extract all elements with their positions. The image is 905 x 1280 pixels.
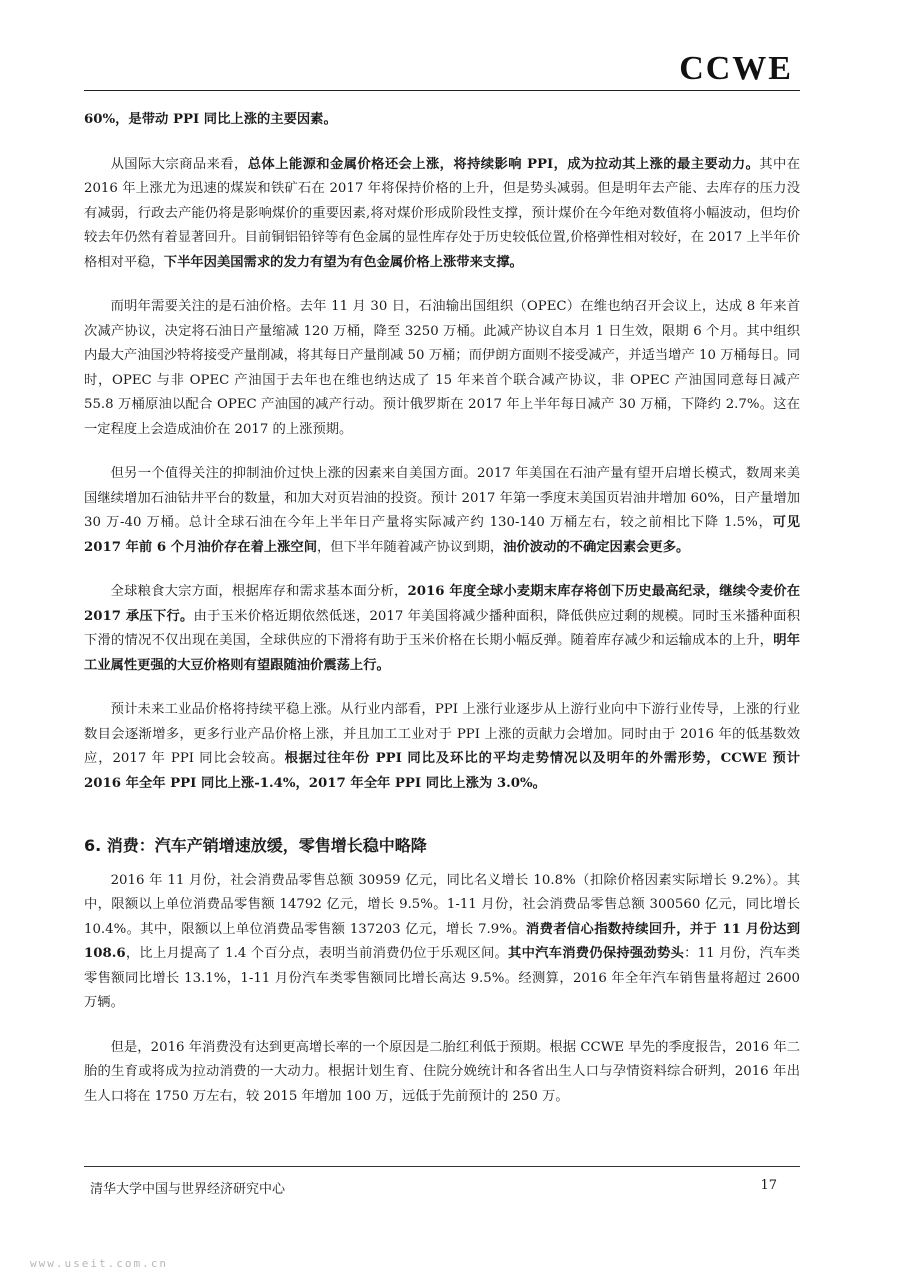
footer-rule [84,1166,800,1167]
text-run: 预计未来工业品价格将持续平稳上涨。从行业内部看，PPI 上涨行业逐步从上游行业向中下游行业传导，上涨的行业数目会逐渐增多，更多行业产品价格上涨，并且加工工业对于 PPI 上涨的贡献力会增加。同时由于 2016 年的低基数效应，2017 年 PPI 同比会较高。 [84,702,800,766]
document-body [84,108,800,1129]
page-number: 17 [760,1178,777,1193]
text-run: ：11 月份，汽车类零售额同比增长 13.1%，1-11 月份汽车类零售额同比增长高达 9.5%。经测算，2016 年全年汽车销售量将超过 2600 万辆。 [84,946,800,1010]
bold-text-run: 60%，是带动 PPI 同比上涨的主要因素。 [84,112,337,127]
paragraph-group [84,108,800,796]
ccwe-logo: CCWE [679,50,793,87]
bold-text-run: 明年工业属性更强的大豆价格则有望跟随油价震荡上行。 [84,633,801,673]
bold-text-run: 可见 2017 年前 6 个月油价存在着上涨空间 [84,515,801,555]
bold-text-run: 消费者信心指数持续回升，并于 11 月份达到 108.6 [84,921,800,961]
bold-text-run: 其中汽车消费仍保持强劲势头 [508,946,685,961]
bold-text-run: 油价波动的不确定因素会更多。 [503,539,690,555]
text-run: ，比上月提高了 1.4 个百分点，表明当前消费仍位于乐观区间。 [125,946,509,961]
para-us-shale [84,462,800,560]
para-oil [84,295,800,442]
text-run: 2016 年 11 月份，社会消费品零售总额 30959 亿元，同比名义增长 10.8%（扣除价格因素实际增长 9.2%）。其中，限额以上单位消费品零售额 14792 亿元，增长 9.5%。1-11 月份，社会消费品零售总额 300560 亿元，同比增长 10.4%。其中，限额以上单位消费品零售额 137203 亿元，增长 7.9%。 [84,872,800,937]
para-retail [84,869,800,1016]
para-ppi-forecast [84,698,800,796]
text-run: 而明年需要关注的是石油价格。去年 11 月 30 日，石油输出国组织（OPEC）在维也纳召开会议上，达成 8 年来首次减产协议，决定将石油日产量缩减 120 万桶，降至 3250 万桶。此减产协议自本月 1 日生效，限期 6 个月。其中组织内最大产油国沙特将接受产量削减，将其每日产量削减 50 万桶；而伊朗方面则不接受减产，并适当增产 10 万桶每日。同时，OPEC 与非 OPEC 产油国于去年也在维也纳达成了 15 年来首个联合减产协议，非 OPEC 产油国同意每日减产 55.8 万桶原油以配合 OPEC 产油国的减产行动。预计俄罗斯在 2017 年上半年每日减产 30 万桶，下降约 2.7%。这在一定程度上会造成油价在 2017 的上涨预期。 [84,299,800,437]
bold-text-run: 下半年因美国需求的发力有望为有色金属价格上涨带来支撑。 [163,254,523,270]
text-run: 但另一个值得关注的抑制油价过快上涨的因素来自美国方面。2017 年美国在石油产量有望开启增长模式，数周来美国继续增加石油钻井平台的数量，和加大对页岩油的投资。预计 2017 年第一季度末美国页岩油井增加 60%，日产量增加 30 万-40 万桶。总计全球石油在今年上半年日产量将实际减产约 130-140 万桶左右，较之前相比下降 1.5%， [84,466,800,530]
text-run: 但是，2016 年消费没有达到更高增长率的一个原因是二胎红利低于预期。根据 CCWE 早先的季度报告，2016 年二胎的生育或将成为拉动消费的一大动力。根据计划生育、住院分娩统计和各省出生人口与孕情资料综合研判，2016 年出生人口将在 1750 万左右，较 2015 年增加 100 万，远低于先前预计的 250 万。 [84,1039,800,1104]
para-commodities [84,153,800,276]
watermark: www.useit.com.cn [30,1257,168,1270]
bold-text-run: 根据过往年份 PPI 同比及环比的平均走势情况以及明年的外需形势，CCWE 预计 2016 年全年 PPI 同比上涨-1.4%，2017 年全年 PPI 同比上涨为 3.0%。 [84,751,800,791]
bold-text-run: 2016 年度全球小麦期末库存将创下历史最高纪录，继续令麦价在 2017 承压下行。 [84,584,801,624]
text-run: 全球粮食大宗方面，根据库存和需求基本面分析， [110,584,408,599]
section-heading: 6. 消费：汽车产销增速放缓，零售增长稳中略降 [84,836,427,855]
para-ppi-continued [84,108,800,133]
footer-institution: 清华大学中国与世界经济研究中心 [90,1182,286,1197]
section-paragraph-group [84,869,800,1110]
text-run: 由于玉米价格近期依然低迷，2017 年美国将减少播种面积，降低供应过剩的规模。同时玉米播种面积下滑的情况不仅出现在美国，全球供应的下滑将有助于玉米价格在长期小幅反弹。随着库存减少和运输成本的上升， [84,608,800,648]
text-run: 从国际大宗商品来看， [110,156,248,172]
header-rule [84,90,800,91]
text-run: 其中在 2016 年上涨尤为迅速的煤炭和铁矿石在 2017 年将保持价格的上升，但是势头减弱。但是明年去产能、去库存的压力没有减弱，行政去产能仍将是影响煤价的重要因素,将对煤价形成阶段性支撑，预计煤价在今年绝对数值将小幅波动，但均价较去年仍然有着显著回升。目前铜铝铅锌等有色金属的显性库存处于历史较低位置,价格弹性相对较好，在 2017 上半年价格相对平稳， [84,156,801,270]
para-birth [84,1036,800,1110]
bold-text-run: 总体上能源和金属价格还会上涨，将持续影响 PPI，成为拉动其上涨的最主要动力。 [247,156,760,172]
para-grain [84,580,800,678]
text-run: ，但下半年随着减产协议到期， [317,539,504,555]
